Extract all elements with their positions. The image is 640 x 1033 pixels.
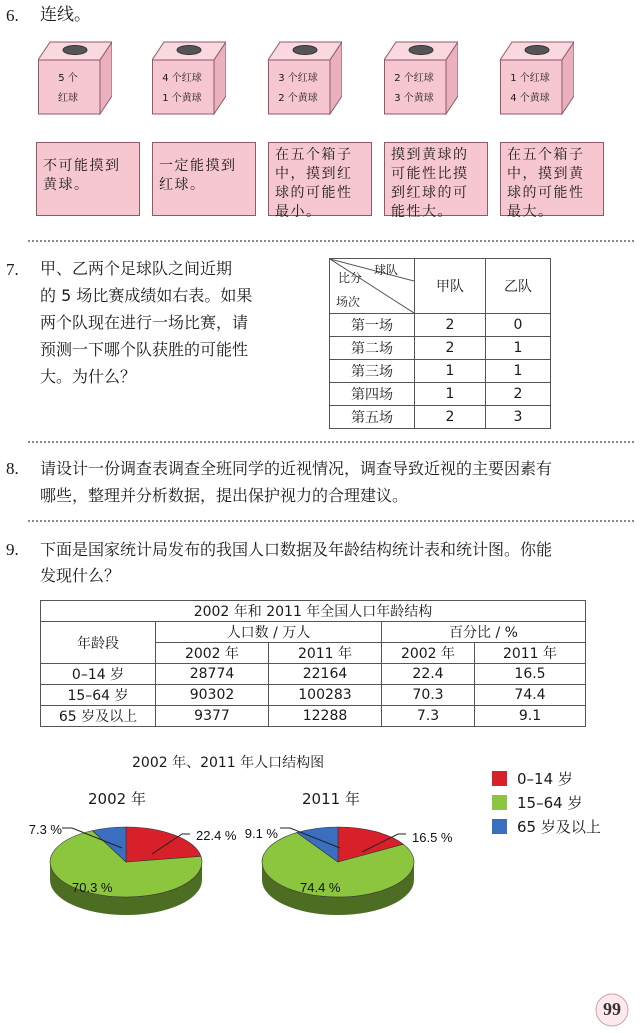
table-cell: 65 岁及以上 bbox=[41, 706, 156, 727]
chart-title: 2002 年、2011 年人口结构图 bbox=[132, 755, 325, 771]
diag-top-label: 球队 bbox=[374, 263, 399, 277]
table-cell: 0 bbox=[486, 314, 551, 337]
table-cell: 15–64 岁 bbox=[41, 685, 156, 706]
table-row bbox=[41, 685, 586, 706]
header-team-b: 乙队 bbox=[486, 259, 551, 314]
table-cell: 90302 bbox=[156, 685, 269, 706]
table-cell: 第二场 bbox=[330, 337, 415, 360]
legend-swatch bbox=[492, 771, 507, 786]
table-row bbox=[330, 337, 551, 360]
diag-bottom-label: 场次 bbox=[336, 295, 361, 309]
table-cell: 9377 bbox=[156, 706, 269, 727]
match-card: 摸到黄球的可能性比摸到红球的可能性大。 bbox=[384, 142, 488, 216]
population-table bbox=[40, 600, 586, 727]
pie-charts bbox=[0, 800, 640, 960]
pie-slice bbox=[126, 827, 201, 862]
match-card: 在五个箱子中，摸到红球的可能性最小。 bbox=[268, 142, 372, 216]
pie-title-2002: 2002 年 bbox=[88, 790, 146, 808]
question-number: 9. bbox=[6, 540, 19, 559]
question-text-line: 下面是国家统计局发布的我国人口数据及年龄结构统计表和统计图。你能 bbox=[40, 540, 553, 559]
pie-value-label: 74.4 % bbox=[300, 880, 341, 895]
table-cell: 2 bbox=[415, 337, 486, 360]
question-number: 6. bbox=[6, 6, 19, 25]
box-label-line1: 3 个红球 bbox=[278, 73, 318, 84]
table-cell: 2 bbox=[486, 383, 551, 406]
header-year: 2002 年 bbox=[382, 643, 475, 664]
pie-value-label: 16.5 % bbox=[412, 830, 453, 845]
question-text-line: 大。为什么？ bbox=[40, 367, 137, 386]
table-cell: 第五场 bbox=[330, 406, 415, 429]
match-score-table bbox=[329, 258, 551, 429]
question-number: 8. bbox=[6, 459, 19, 478]
header-percentage: 百分比 / % bbox=[382, 622, 586, 643]
table-cell: 第三场 bbox=[330, 360, 415, 383]
box-label-line1: 2 个红球 bbox=[394, 73, 434, 84]
pie-value-label: 7.3 % bbox=[28, 822, 62, 837]
page-number-badge bbox=[590, 992, 634, 1028]
box-label-line2: 1 个黄球 bbox=[162, 93, 202, 104]
table-cell: 12288 bbox=[269, 706, 382, 727]
box-label-line1: 4 个红球 bbox=[162, 73, 202, 84]
box-label-line1: 5 个 bbox=[58, 73, 78, 84]
table-row bbox=[330, 406, 551, 429]
table-cell: 100283 bbox=[269, 685, 382, 706]
table-row bbox=[41, 664, 586, 685]
ball-box bbox=[268, 40, 342, 116]
table-cell: 2 bbox=[415, 406, 486, 429]
question-text-line: 两个队现在进行一场比赛，请 bbox=[40, 313, 249, 332]
divider bbox=[28, 240, 634, 242]
pie-title-2011: 2011 年 bbox=[302, 790, 360, 808]
ball-box bbox=[500, 40, 574, 116]
question-text-line: 的 5 场比赛成绩如右表。如果 bbox=[40, 286, 253, 305]
table-cell: 70.3 bbox=[382, 685, 475, 706]
table-cell: 22.4 bbox=[382, 664, 475, 685]
header-year: 2011 年 bbox=[475, 643, 586, 664]
question-text-line: 甲、乙两个足球队之间近期 bbox=[40, 259, 233, 278]
table-row bbox=[330, 314, 551, 337]
box-label-line2: 2 个黄球 bbox=[278, 93, 318, 104]
box-label-line2: 3 个黄球 bbox=[394, 93, 434, 104]
question-text-line: 发现什么？ bbox=[40, 566, 121, 585]
match-card: 不可能摸到黄球。 bbox=[36, 142, 140, 216]
table-cell: 22164 bbox=[269, 664, 382, 685]
table-cell: 1 bbox=[415, 383, 486, 406]
header-age-group: 年龄段 bbox=[41, 622, 156, 664]
table-cell: 1 bbox=[415, 360, 486, 383]
table-title: 2002 年和 2011 年全国人口年龄结构 bbox=[41, 601, 586, 622]
question-text-line: 预测一下哪个队获胜的可能性 bbox=[40, 340, 249, 359]
question-text-line: 哪些，整理并分析数据，提出保护视力的合理建议。 bbox=[40, 486, 409, 505]
table-cell: 第四场 bbox=[330, 383, 415, 406]
table-cell: 1 bbox=[486, 337, 551, 360]
divider bbox=[28, 441, 634, 443]
ball-box bbox=[152, 40, 226, 116]
table-row bbox=[41, 706, 586, 727]
match-card: 在五个箱子中，摸到黄球的可能性最大。 bbox=[500, 142, 604, 216]
table-cell: 第一场 bbox=[330, 314, 415, 337]
table-cell: 28774 bbox=[156, 664, 269, 685]
table-cell: 7.3 bbox=[382, 706, 475, 727]
match-card: 一定能摸到红球。 bbox=[152, 142, 256, 216]
header-team-a: 甲队 bbox=[415, 259, 486, 314]
diagonal-header-cell bbox=[330, 259, 415, 314]
header-population: 人口数 / 万人 bbox=[156, 622, 382, 643]
legend-label: 65 岁及以上 bbox=[517, 818, 601, 836]
pie-value-label: 9.1 % bbox=[244, 826, 278, 841]
divider bbox=[28, 520, 634, 522]
table-cell: 2 bbox=[415, 314, 486, 337]
table-cell: 1 bbox=[486, 360, 551, 383]
page-number: 99 bbox=[603, 999, 621, 1019]
table-cell: 9.1 bbox=[475, 706, 586, 727]
table-cell: 16.5 bbox=[475, 664, 586, 685]
box-label-line1: 1 个红球 bbox=[510, 73, 550, 84]
legend-label: 15–64 岁 bbox=[517, 794, 583, 812]
question-number: 7. bbox=[6, 260, 19, 279]
header-year: 2011 年 bbox=[269, 643, 382, 664]
pie-value-label: 22.4 % bbox=[196, 828, 237, 843]
question-text-line: 请设计一份调查表调查全班同学的近视情况，调查导致近视的主要因素有 bbox=[40, 459, 553, 478]
table-row bbox=[330, 383, 551, 406]
ball-box bbox=[38, 40, 112, 116]
ball-box bbox=[384, 40, 458, 116]
header-year: 2002 年 bbox=[156, 643, 269, 664]
table-cell: 0–14 岁 bbox=[41, 664, 156, 685]
diag-mid-label: 比分 bbox=[338, 271, 363, 285]
table-row bbox=[330, 360, 551, 383]
table-cell: 74.4 bbox=[475, 685, 586, 706]
legend-label: 0–14 岁 bbox=[517, 770, 573, 788]
box-label-line2: 红球 bbox=[58, 93, 78, 104]
question-title: 连线。 bbox=[40, 5, 91, 25]
pie-value-label: 70.3 % bbox=[72, 880, 113, 895]
box-label-line2: 4 个黄球 bbox=[510, 93, 550, 104]
table-cell: 3 bbox=[486, 406, 551, 429]
